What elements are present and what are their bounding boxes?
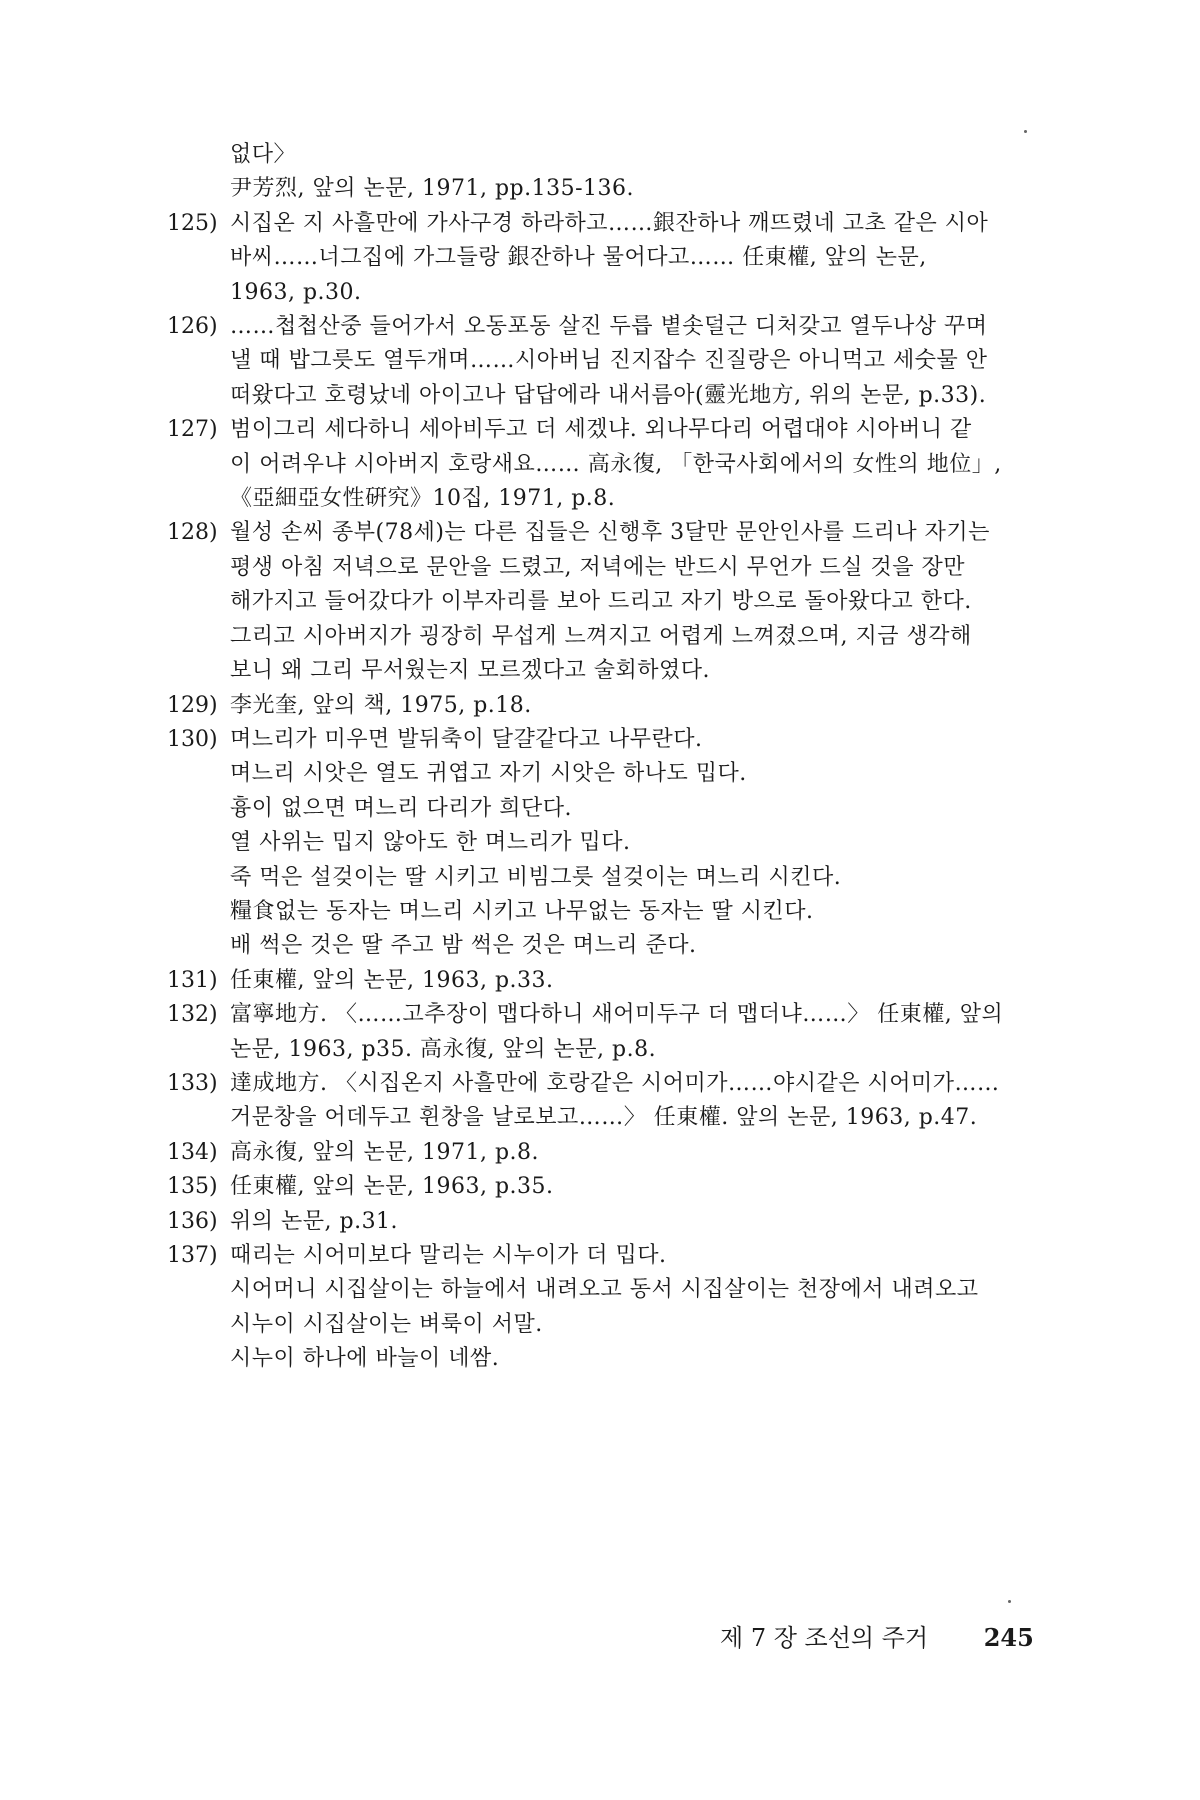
footnote-line: 위의 논문, p.31.: [230, 1208, 399, 1234]
footnote: [167, 1136, 1087, 1170]
footnote-line: 논문, 1963, p35. 高永復, 앞의 논문, p.8.: [230, 1036, 657, 1062]
footnote-line: 배 썩은 것은 딸 주고 밤 썩은 것은 며느리 준다.: [230, 933, 697, 959]
footnote: [167, 516, 1087, 688]
note-list: [167, 207, 1087, 1377]
footnote-line: 범이그리 세다하니 세아비두고 더 세겠냐. 외나무다리 어렵대야 시아버니 같: [230, 417, 972, 443]
footnote-body: [230, 1136, 1087, 1170]
footnote-line: 보니 왜 그리 무서웠는지 모르겠다고 술회하였다.: [230, 658, 711, 684]
scan-speck: [1008, 1600, 1011, 1603]
footnote-line: 1963, p.30.: [230, 279, 362, 305]
footnote-line: 거문창을 어데두고 휜창을 날로보고……〉 任東權. 앞의 논문, 1963, p.47.: [230, 1105, 978, 1131]
footnote-line: 때리는 시어미보다 말리는 시누이가 더 밉다.: [230, 1243, 667, 1268]
footnote-line: 시누이 시집살이는 벼룩이 서말.: [230, 1311, 543, 1337]
footnote-number: 134): [167, 1139, 218, 1165]
footnote-line: 高永復, 앞의 논문, 1971, p.8.: [230, 1139, 540, 1165]
scan-speck: [1024, 130, 1027, 133]
footnote-body: [230, 516, 1087, 688]
footnote: [167, 723, 1087, 964]
footnote-number: 126): [167, 314, 218, 340]
footnote: [167, 689, 1087, 723]
footnote-line: 그리고 시아버지가 굉장히 무섭게 느껴지고 어렵게 느껴졌으며, 지금 생각해: [230, 623, 972, 649]
footnote-number: 125): [167, 210, 218, 236]
footnote-line: 任東權, 앞의 논문, 1963, p.35.: [230, 1174, 554, 1200]
footnote-line: 열 사위는 밉지 않아도 한 며느리가 밉다.: [230, 830, 631, 856]
footnote-line: 며느리가 미우면 발뒤축이 달걀같다고 나무란다.: [230, 726, 703, 752]
footnote-number: 133): [167, 1070, 218, 1096]
footnote-line: 월성 손씨 종부(78세)는 다른 집들은 신행후 3달만 문안인사를 드리나 자기는: [230, 520, 990, 546]
footnote-body: [230, 1205, 1087, 1239]
footnote: [167, 207, 1087, 310]
footnote-line: 떠왔다고 호령났네 아이고나 답답에라 내서름아(靈光地方, 위의 논문, p.33).: [230, 382, 987, 408]
footnote-line: 이 어려우냐 시아버지 호랑새요…… 高永復, 「한국사회에서의 女性의 地位」,: [230, 451, 1002, 477]
footnote: [167, 413, 1087, 516]
footnote-body: [230, 1170, 1087, 1204]
footnote-number: 136): [167, 1208, 218, 1234]
footnote-line: 며느리 시앗은 열도 귀엽고 자기 시앗은 하나도 밉다.: [230, 761, 747, 787]
footnote-line: 바씨……너그집에 가그들랑 銀잔하나 물어다고…… 任東權, 앞의 논문,: [230, 245, 927, 271]
footnote-line: 任東權, 앞의 논문, 1963, p.33.: [230, 967, 554, 993]
footnote-body: [230, 207, 1087, 310]
footnote: [167, 1067, 1087, 1136]
footnote: [167, 1170, 1087, 1204]
footnote-body: [230, 998, 1087, 1067]
footnote-number: 130): [167, 726, 218, 752]
footnote-body: [230, 1067, 1087, 1136]
footnote-line: 시집온 지 사흘만에 가사구경 하라하고……銀잔하나 깨뜨렸네 고초 같은 시아: [230, 210, 989, 236]
footnote-number: 127): [167, 417, 218, 443]
footnote: [167, 1239, 1087, 1377]
footnotes: [167, 138, 1087, 1377]
footnote-body: [230, 723, 1087, 964]
footnote-line: 해가지고 들어갔다가 이부자리를 보아 드리고 자기 방으로 돌아왔다고 한다.: [230, 589, 972, 615]
footnote-number: 128): [167, 520, 218, 546]
footnote: [167, 964, 1087, 998]
footnote: [167, 310, 1087, 413]
footnote-number: 132): [167, 1002, 218, 1028]
chapter-title: 제 7 장 조선의 주거: [720, 1624, 929, 1652]
footnote: [167, 1205, 1087, 1239]
footnote-line: 죽 먹은 설겆이는 딸 시키고 비빔그릇 설겆이는 며느리 시킨다.: [230, 864, 842, 890]
footnote-line: 達成地方. 〈시집온지 사흘만에 호랑같은 시어미가……야시같은 시어미가……: [230, 1070, 1000, 1096]
footnote-line: 糧食없는 동자는 며느리 시키고 나무없는 동자는 딸 시킨다.: [230, 898, 814, 924]
footnote-body: [230, 1239, 1087, 1377]
footnote-number: 131): [167, 967, 218, 993]
footnote-body: [230, 413, 1087, 516]
footnote-line: 흉이 없으면 며느리 다리가 희단다.: [230, 795, 572, 821]
note-continuation: 尹芳烈, 앞의 논문, 1971, pp.135-136.: [230, 176, 635, 202]
footnote-number: 137): [167, 1243, 218, 1268]
page-number: 245: [983, 1623, 1034, 1652]
footnote-line: 《亞細亞女性硏究》10집, 1971, p.8.: [230, 486, 616, 512]
footnote-line: ……첩첩산중 들어가서 오동포동 살진 두릅 볕솟덜근 디처갖고 열두나상 꾸며: [230, 314, 988, 340]
footnote-body: [230, 964, 1087, 998]
footnote: [167, 998, 1087, 1067]
footnote-line: 평생 아침 저녁으로 문안을 드렸고, 저녁에는 반드시 무언가 드실 것을 장만: [230, 554, 965, 580]
footnote-body: [230, 689, 1087, 723]
footnote-line: 낼 때 밥그릇도 열두개며……시아버님 진지잡수 진질랑은 아니먹고 세숫물 안: [230, 348, 988, 374]
footnote-line: 시누이 하나에 바늘이 네쌈.: [230, 1346, 500, 1372]
footnote-line: 李光奎, 앞의 책, 1975, p.18.: [230, 692, 532, 718]
footnote-body: [230, 310, 1087, 413]
page-footer: [720, 1618, 1034, 1653]
footnote-line: 富寧地方. 〈……고추장이 맵다하니 새어미두구 더 맵더냐……〉 任東權, 앞의: [230, 1002, 1004, 1028]
footnote-number: 135): [167, 1174, 218, 1200]
footnote-line: 시어머니 시집살이는 하늘에서 내려오고 동서 시집살이는 천장에서 내려오고: [230, 1277, 979, 1303]
note-continuation: 없다〉: [230, 142, 297, 167]
footnote-number: 129): [167, 692, 218, 718]
